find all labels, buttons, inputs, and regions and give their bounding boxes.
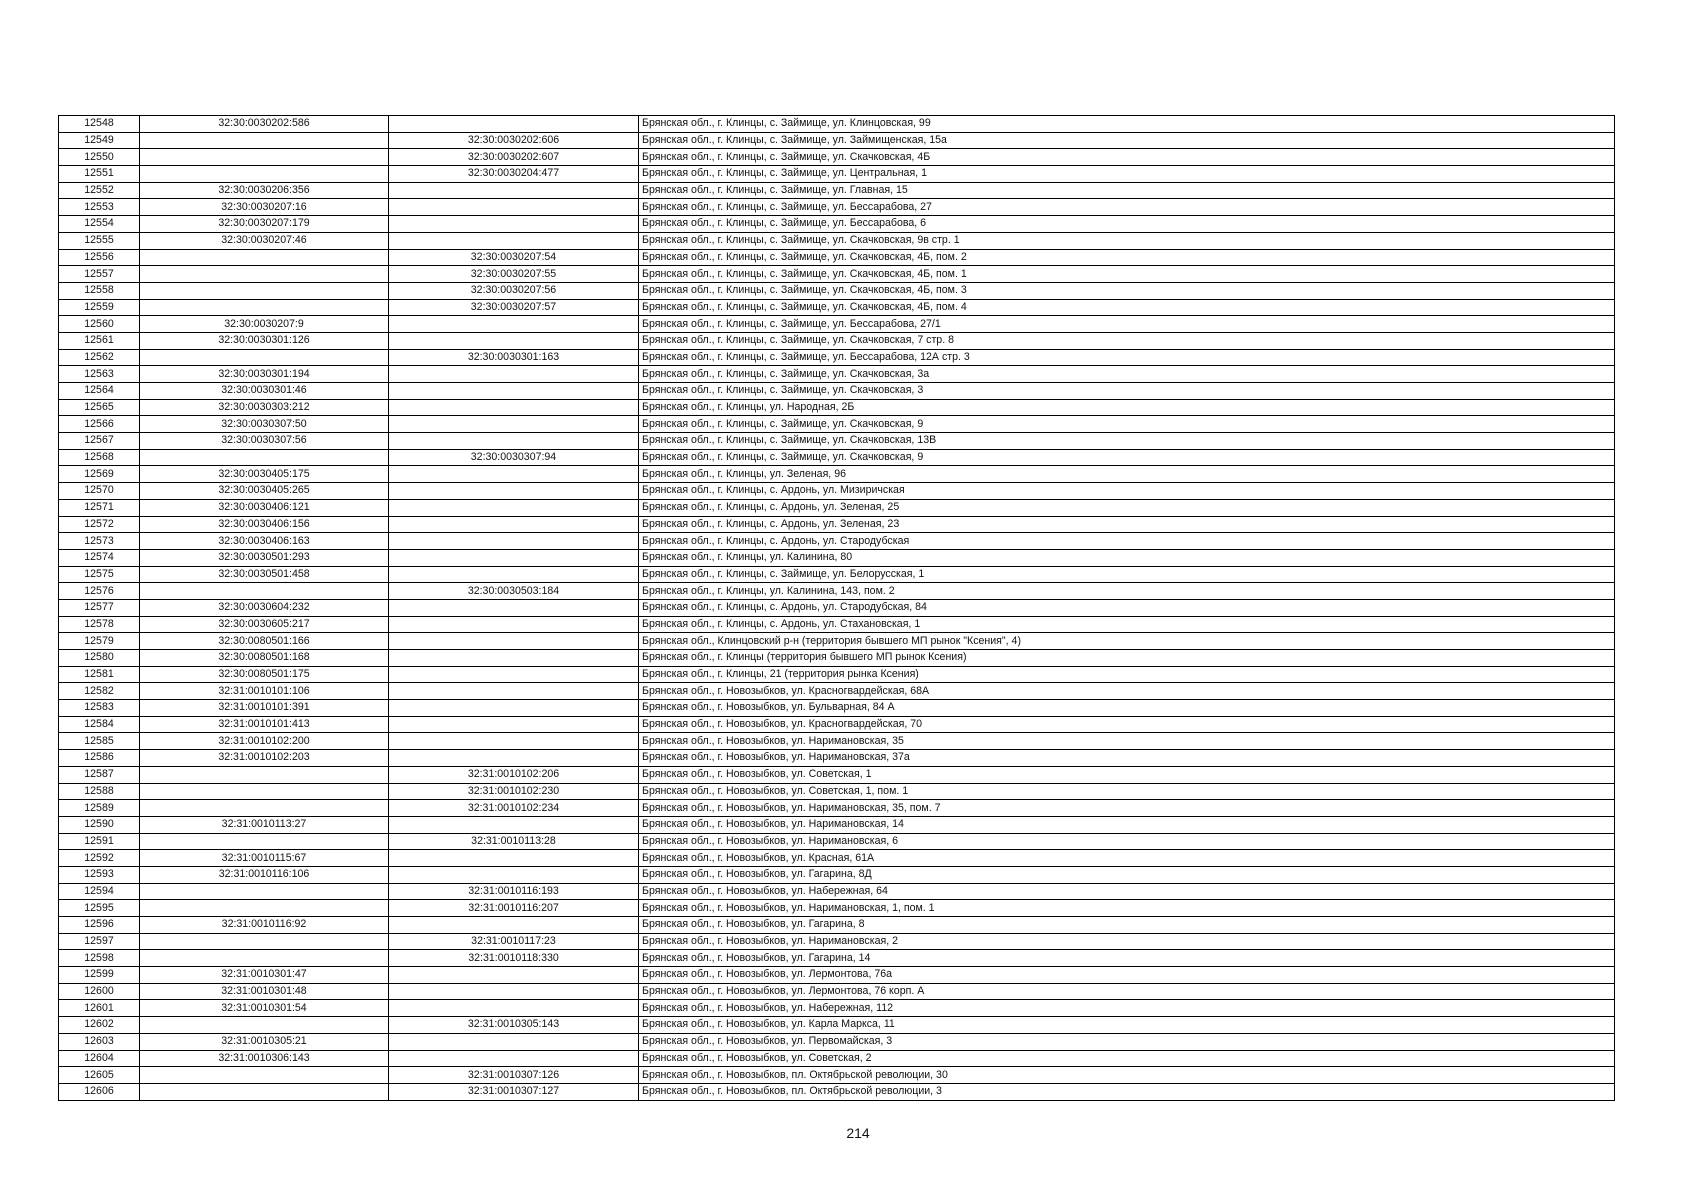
cadastral-number-cell (140, 266, 389, 283)
row-number-cell: 12602 (59, 1017, 140, 1034)
table-row (59, 683, 1615, 700)
cadastral-number-alt-cell: 32:31:0010113:28 (389, 833, 639, 850)
row-number-cell: 12548 (59, 116, 140, 133)
cadastral-number-cell: 32:30:0080501:168 (140, 650, 389, 667)
table-row (59, 182, 1615, 199)
address-cell: Брянская обл., г. Клинцы, 21 (территория рынка Ксения) (639, 666, 1615, 683)
row-number-cell: 12556 (59, 249, 140, 266)
table-row (59, 433, 1615, 450)
cadastral-number-alt-cell (389, 616, 639, 633)
address-cell: Брянская обл., г. Клинцы, с. Займище, ул. Скачковская, 9в стр. 1 (639, 232, 1615, 249)
cadastral-number-cell: 32:31:0010305:21 (140, 1033, 389, 1050)
table-row (59, 366, 1615, 383)
cadastral-number-alt-cell (389, 516, 639, 533)
row-number-cell: 12557 (59, 266, 140, 283)
address-cell: Брянская обл., г. Клинцы, с. Займище, ул. Белорусская, 1 (639, 566, 1615, 583)
table-row (59, 783, 1615, 800)
row-number-cell: 12589 (59, 800, 140, 817)
cadastral-number-alt-cell (389, 1033, 639, 1050)
cadastral-number-alt-cell (389, 917, 639, 934)
address-cell: Брянская обл., г. Новозыбков, ул. Советская, 1, пом. 1 (639, 783, 1615, 800)
cadastral-number-cell: 32:31:0010101:391 (140, 700, 389, 717)
table-row (59, 483, 1615, 500)
cadastral-number-alt-cell: 32:30:0030301:163 (389, 349, 639, 366)
cadastral-number-alt-cell: 32:31:0010116:193 (389, 883, 639, 900)
table-row (59, 449, 1615, 466)
table-row (59, 566, 1615, 583)
cadastral-number-alt-cell (389, 566, 639, 583)
address-cell: Брянская обл., г. Клинцы, с. Займище, ул. Центральная, 1 (639, 166, 1615, 183)
table-row (59, 299, 1615, 316)
address-cell: Брянская обл., г. Новозыбков, ул. Набережная, 64 (639, 883, 1615, 900)
row-number-cell: 12563 (59, 366, 140, 383)
table-row (59, 149, 1615, 166)
cadastral-number-alt-cell: 32:31:0010102:206 (389, 766, 639, 783)
address-cell: Брянская обл., г. Клинцы, с. Займище, ул. Клинцовская, 99 (639, 116, 1615, 133)
cadastral-number-alt-cell: 32:30:0030202:606 (389, 132, 639, 149)
table-row (59, 1033, 1615, 1050)
cadastral-number-cell: 32:31:0010101:106 (140, 683, 389, 700)
table-row (59, 933, 1615, 950)
address-cell: Брянская обл., г. Клинцы, с. Займище, ул. Скачковская, 9 (639, 449, 1615, 466)
cadastral-number-cell: 32:31:0010301:54 (140, 1000, 389, 1017)
cadastral-number-alt-cell (389, 1050, 639, 1067)
cadastral-number-alt-cell: 32:30:0030204:477 (389, 166, 639, 183)
cadastral-number-cell: 32:31:0010115:67 (140, 850, 389, 867)
cadastral-number-alt-cell (389, 199, 639, 216)
address-cell: Брянская обл., г. Клинцы, с. Займище, ул. Бессарабова, 12А стр. 3 (639, 349, 1615, 366)
cadastral-number-alt-cell (389, 666, 639, 683)
address-cell: Брянская обл., г. Новозыбков, ул. Красная, 61А (639, 850, 1615, 867)
row-number-cell: 12562 (59, 349, 140, 366)
cadastral-number-cell (140, 1067, 389, 1084)
row-number-cell: 12583 (59, 700, 140, 717)
row-number-cell: 12564 (59, 383, 140, 400)
table-row (59, 716, 1615, 733)
row-number-cell: 12592 (59, 850, 140, 867)
table-row (59, 132, 1615, 149)
address-cell: Брянская обл., г. Новозыбков, ул. Карла Маркса, 11 (639, 1017, 1615, 1034)
cadastral-number-alt-cell (389, 716, 639, 733)
cadastral-number-alt-cell: 32:31:0010102:230 (389, 783, 639, 800)
cadastral-number-alt-cell (389, 533, 639, 550)
cadastral-number-cell: 32:30:0030207:16 (140, 199, 389, 216)
cadastral-number-cell: 32:30:0030406:163 (140, 533, 389, 550)
cadastral-number-cell: 32:30:0030405:175 (140, 466, 389, 483)
row-number-cell: 12601 (59, 1000, 140, 1017)
address-cell: Брянская обл., г. Клинцы, с. Займище, ул. Бессарабова, 6 (639, 216, 1615, 233)
row-number-cell: 12593 (59, 866, 140, 883)
row-number-cell: 12596 (59, 917, 140, 934)
address-cell: Брянская обл., г. Новозыбков, ул. Наримановская, 35, пом. 7 (639, 800, 1615, 817)
row-number-cell: 12590 (59, 816, 140, 833)
address-cell: Брянская обл., г. Клинцы, с. Займище, ул. Бессарабова, 27 (639, 199, 1615, 216)
cadastral-number-alt-cell (389, 1000, 639, 1017)
cadastral-number-cell: 32:31:0010113:27 (140, 816, 389, 833)
address-cell: Брянская обл., г. Новозыбков, ул. Наримановская, 6 (639, 833, 1615, 850)
address-cell: Брянская обл., г. Клинцы, с. Ардонь, ул. Зеленая, 23 (639, 516, 1615, 533)
table-body (59, 116, 1615, 1101)
cadastral-number-cell (140, 800, 389, 817)
cadastral-number-alt-cell (389, 866, 639, 883)
address-cell: Брянская обл., г. Новозыбков, ул. Красногвардейская, 68А (639, 683, 1615, 700)
table-row (59, 967, 1615, 984)
address-cell: Брянская обл., г. Новозыбков, ул. Наримановская, 35 (639, 733, 1615, 750)
cadastral-number-alt-cell (389, 316, 639, 333)
address-cell: Брянская обл., г. Клинцы, ул. Калинина, 143, пом. 2 (639, 583, 1615, 600)
cadastral-number-alt-cell (389, 416, 639, 433)
row-number-cell: 12577 (59, 599, 140, 616)
row-number-cell: 12585 (59, 733, 140, 750)
row-number-cell: 12550 (59, 149, 140, 166)
address-cell: Брянская обл., г. Клинцы, с. Займище, ул. Займищенская, 15а (639, 132, 1615, 149)
cadastral-number-alt-cell (389, 332, 639, 349)
cadastral-number-alt-cell: 32:30:0030207:55 (389, 266, 639, 283)
row-number-cell: 12559 (59, 299, 140, 316)
address-cell: Брянская обл., г. Новозыбков, ул. Наримановская, 2 (639, 933, 1615, 950)
address-cell: Брянская обл., г. Клинцы, с. Займище, ул. Скачковская, 13В (639, 433, 1615, 450)
table-row (59, 983, 1615, 1000)
row-number-cell: 12581 (59, 666, 140, 683)
address-cell: Брянская обл., г. Клинцы, с. Ардонь, ул. Стародубская (639, 533, 1615, 550)
row-number-cell: 12561 (59, 332, 140, 349)
row-number-cell: 12569 (59, 466, 140, 483)
table-row (59, 199, 1615, 216)
row-number-cell: 12576 (59, 583, 140, 600)
row-number-cell: 12587 (59, 766, 140, 783)
row-number-cell: 12553 (59, 199, 140, 216)
row-number-cell: 12566 (59, 416, 140, 433)
table-row (59, 1017, 1615, 1034)
cadastral-number-cell (140, 783, 389, 800)
address-cell: Брянская обл., г. Клинцы, с. Займище, ул. Скачковская, 4Б (639, 149, 1615, 166)
row-number-cell: 12573 (59, 533, 140, 550)
table-row (59, 950, 1615, 967)
table-row (59, 599, 1615, 616)
row-number-cell: 12594 (59, 883, 140, 900)
cadastral-number-cell: 32:31:0010101:413 (140, 716, 389, 733)
table-row (59, 266, 1615, 283)
table-row (59, 216, 1615, 233)
row-number-cell: 12598 (59, 950, 140, 967)
table-row (59, 766, 1615, 783)
address-cell: Брянская обл., г. Клинцы, с. Займище, ул. Скачковская, 4Б, пом. 3 (639, 282, 1615, 299)
cadastral-number-cell (140, 1017, 389, 1034)
cadastral-number-cell: 32:30:0030207:9 (140, 316, 389, 333)
table-row (59, 866, 1615, 883)
address-cell: Брянская обл., г. Новозыбков, ул. Гагарина, 14 (639, 950, 1615, 967)
cadastral-number-cell: 32:31:0010301:47 (140, 967, 389, 984)
cadastral-number-alt-cell: 32:31:0010102:234 (389, 800, 639, 817)
row-number-cell: 12597 (59, 933, 140, 950)
cadastral-number-cell: 32:31:0010102:200 (140, 733, 389, 750)
table-row (59, 583, 1615, 600)
row-number-cell: 12568 (59, 449, 140, 466)
address-cell: Брянская обл., г. Клинцы, с. Займище, ул. Скачковская, 7 стр. 8 (639, 332, 1615, 349)
cadastral-number-alt-cell (389, 633, 639, 650)
table-row (59, 316, 1615, 333)
row-number-cell: 12579 (59, 633, 140, 650)
table-row (59, 1083, 1615, 1100)
row-number-cell: 12578 (59, 616, 140, 633)
row-number-cell: 12604 (59, 1050, 140, 1067)
cadastral-number-alt-cell: 32:31:0010117:23 (389, 933, 639, 950)
cadastral-number-cell: 32:30:0030301:194 (140, 366, 389, 383)
cadastral-number-cell (140, 900, 389, 917)
cadastral-number-alt-cell: 32:31:0010307:127 (389, 1083, 639, 1100)
row-number-cell: 12555 (59, 232, 140, 249)
cadastral-number-cell: 32:30:0030605:217 (140, 616, 389, 633)
table-row (59, 800, 1615, 817)
cadastral-number-cell: 32:30:0030206:356 (140, 182, 389, 199)
cadastral-number-alt-cell (389, 399, 639, 416)
table-row (59, 416, 1615, 433)
property-table (58, 115, 1615, 1101)
page-number: 214 (846, 1125, 870, 1141)
table-row (59, 750, 1615, 767)
table-row (59, 816, 1615, 833)
cadastral-number-alt-cell: 32:30:0030503:184 (389, 583, 639, 600)
cadastral-number-alt-cell (389, 116, 639, 133)
table-row (59, 1050, 1615, 1067)
cadastral-number-cell: 32:30:0030307:56 (140, 433, 389, 450)
cadastral-number-cell: 32:30:0030301:46 (140, 383, 389, 400)
address-cell: Брянская обл., г. Клинцы, с. Ардонь, ул. Стахановская, 1 (639, 616, 1615, 633)
address-cell: Брянская обл., г. Новозыбков, ул. Лермонтова, 76 корп. А (639, 983, 1615, 1000)
cadastral-number-alt-cell (389, 466, 639, 483)
cadastral-number-alt-cell (389, 599, 639, 616)
cadastral-number-cell: 32:30:0030202:586 (140, 116, 389, 133)
table-row (59, 1000, 1615, 1017)
cadastral-number-cell: 32:30:0030303:212 (140, 399, 389, 416)
cadastral-number-cell: 32:30:0030501:458 (140, 566, 389, 583)
cadastral-number-cell (140, 282, 389, 299)
address-cell: Брянская обл., г. Клинцы, с. Займище, ул. Скачковская, 3 (639, 383, 1615, 400)
table-row (59, 700, 1615, 717)
cadastral-number-cell (140, 449, 389, 466)
cadastral-number-alt-cell (389, 683, 639, 700)
table-row (59, 533, 1615, 550)
row-number-cell: 12565 (59, 399, 140, 416)
row-number-cell: 12606 (59, 1083, 140, 1100)
row-number-cell: 12575 (59, 566, 140, 583)
row-number-cell: 12582 (59, 683, 140, 700)
row-number-cell: 12580 (59, 650, 140, 667)
address-cell: Брянская обл., г. Новозыбков, ул. Наримановская, 1, пом. 1 (639, 900, 1615, 917)
address-cell: Брянская обл., г. Новозыбков, ул. Набережная, 112 (639, 1000, 1615, 1017)
cadastral-number-cell (140, 766, 389, 783)
cadastral-number-alt-cell (389, 232, 639, 249)
table-row (59, 349, 1615, 366)
address-cell: Брянская обл., г. Клинцы, с. Ардонь, ул. Стародубская, 84 (639, 599, 1615, 616)
address-cell: Брянская обл., г. Новозыбков, ул. Бульварная, 84 А (639, 700, 1615, 717)
cadastral-number-cell (140, 950, 389, 967)
row-number-cell: 12554 (59, 216, 140, 233)
address-cell: Брянская обл., г. Клинцы, с. Займище, ул. Скачковская, 9 (639, 416, 1615, 433)
row-number-cell: 12591 (59, 833, 140, 850)
address-cell: Брянская обл., г. Клинцы, ул. Народная, 2Б (639, 399, 1615, 416)
cadastral-number-cell: 32:31:0010301:48 (140, 983, 389, 1000)
table-row (59, 282, 1615, 299)
address-cell: Брянская обл., г. Клинцы, с. Ардонь, ул. Мизиричская (639, 483, 1615, 500)
table-row (59, 499, 1615, 516)
row-number-cell: 12560 (59, 316, 140, 333)
address-cell: Брянская обл., г. Новозыбков, ул. Советская, 2 (639, 1050, 1615, 1067)
cadastral-number-alt-cell (389, 983, 639, 1000)
row-number-cell: 12599 (59, 967, 140, 984)
cadastral-number-cell: 32:31:0010102:203 (140, 750, 389, 767)
cadastral-number-alt-cell: 32:31:0010116:207 (389, 900, 639, 917)
row-number-cell: 12552 (59, 182, 140, 199)
cadastral-number-cell (140, 132, 389, 149)
table-row (59, 917, 1615, 934)
cadastral-number-cell (140, 883, 389, 900)
row-number-cell: 12551 (59, 166, 140, 183)
cadastral-number-cell: 32:31:0010306:143 (140, 1050, 389, 1067)
cadastral-number-cell: 32:31:0010116:106 (140, 866, 389, 883)
address-cell: Брянская обл., г. Новозыбков, ул. Красногвардейская, 70 (639, 716, 1615, 733)
cadastral-number-alt-cell (389, 850, 639, 867)
cadastral-number-alt-cell (389, 700, 639, 717)
cadastral-number-cell: 32:30:0030405:265 (140, 483, 389, 500)
cadastral-number-alt-cell (389, 366, 639, 383)
cadastral-number-cell: 32:30:0030501:293 (140, 549, 389, 566)
address-cell: Брянская обл., г. Новозыбков, ул. Наримановская, 37а (639, 750, 1615, 767)
row-number-cell: 12588 (59, 783, 140, 800)
cadastral-number-cell: 32:30:0030207:179 (140, 216, 389, 233)
table-row (59, 249, 1615, 266)
cadastral-number-alt-cell (389, 650, 639, 667)
row-number-cell: 12600 (59, 983, 140, 1000)
row-number-cell: 12603 (59, 1033, 140, 1050)
address-cell: Брянская обл., г. Клинцы, с. Займище, ул. Скачковская, 4Б, пом. 1 (639, 266, 1615, 283)
cadastral-number-alt-cell (389, 182, 639, 199)
address-cell: Брянская обл., г. Клинцы, с. Займище, ул. Скачковская, 4Б, пом. 2 (639, 249, 1615, 266)
address-cell: Брянская обл., г. Новозыбков, пл. Октябрьской революции, 30 (639, 1067, 1615, 1084)
address-cell: Брянская обл., г. Новозыбков, ул. Наримановская, 14 (639, 816, 1615, 833)
cadastral-number-alt-cell (389, 549, 639, 566)
cadastral-number-cell (140, 249, 389, 266)
cadastral-number-alt-cell (389, 733, 639, 750)
row-number-cell: 12558 (59, 282, 140, 299)
table-row (59, 616, 1615, 633)
address-cell: Брянская обл., г. Новозыбков, ул. Лермонтова, 76а (639, 967, 1615, 984)
table-row (59, 516, 1615, 533)
row-number-cell: 12571 (59, 499, 140, 516)
row-number-cell: 12605 (59, 1067, 140, 1084)
cadastral-number-alt-cell: 32:30:0030207:54 (389, 249, 639, 266)
table-row (59, 116, 1615, 133)
address-cell: Брянская обл., г. Клинцы, ул. Зеленая, 96 (639, 466, 1615, 483)
cadastral-number-cell: 32:30:0030604:232 (140, 599, 389, 616)
table-row (59, 833, 1615, 850)
table-row (59, 332, 1615, 349)
table-row (59, 883, 1615, 900)
cadastral-number-cell (140, 583, 389, 600)
row-number-cell: 12574 (59, 549, 140, 566)
cadastral-number-cell (140, 933, 389, 950)
table-row (59, 850, 1615, 867)
cadastral-number-alt-cell (389, 433, 639, 450)
cadastral-number-cell: 32:30:0030301:126 (140, 332, 389, 349)
address-cell: Брянская обл., г. Новозыбков, ул. Советская, 1 (639, 766, 1615, 783)
cadastral-number-alt-cell (389, 750, 639, 767)
cadastral-number-cell: 32:31:0010116:92 (140, 917, 389, 934)
cadastral-number-alt-cell: 32:30:0030307:94 (389, 449, 639, 466)
cadastral-number-cell: 32:30:0030307:50 (140, 416, 389, 433)
cadastral-number-alt-cell (389, 967, 639, 984)
table-row (59, 232, 1615, 249)
cadastral-number-alt-cell (389, 483, 639, 500)
table-row (59, 383, 1615, 400)
row-number-cell: 12549 (59, 132, 140, 149)
cadastral-number-alt-cell (389, 816, 639, 833)
cadastral-number-cell (140, 299, 389, 316)
table-row (59, 633, 1615, 650)
cadastral-number-cell (140, 1083, 389, 1100)
cadastral-number-cell: 32:30:0030406:121 (140, 499, 389, 516)
table-row (59, 666, 1615, 683)
row-number-cell: 12584 (59, 716, 140, 733)
table-row (59, 466, 1615, 483)
cadastral-number-cell (140, 349, 389, 366)
address-cell: Брянская обл., г. Клинцы, с. Займище, ул. Главная, 15 (639, 182, 1615, 199)
address-cell: Брянская обл., г. Клинцы, с. Ардонь, ул. Зеленая, 25 (639, 499, 1615, 516)
table-row (59, 650, 1615, 667)
address-cell: Брянская обл., г. Клинцы, с. Займище, ул. Скачковская, 3а (639, 366, 1615, 383)
table-row (59, 399, 1615, 416)
address-cell: Брянская обл., г. Клинцы, с. Займище, ул. Бессарабова, 27/1 (639, 316, 1615, 333)
cadastral-number-alt-cell (389, 216, 639, 233)
cadastral-number-cell: 32:30:0080501:166 (140, 633, 389, 650)
address-cell: Брянская обл., Клинцовский р-н (территория бывшего МП рынок "Ксения", 4) (639, 633, 1615, 650)
cadastral-number-alt-cell: 32:31:0010307:126 (389, 1067, 639, 1084)
address-cell: Брянская обл., г. Клинцы (территория бывшего МП рынок Ксения) (639, 650, 1615, 667)
cadastral-number-alt-cell: 32:30:0030202:607 (389, 149, 639, 166)
cadastral-number-alt-cell: 32:31:0010118:330 (389, 950, 639, 967)
address-cell: Брянская обл., г. Новозыбков, пл. Октябрьской революции, 3 (639, 1083, 1615, 1100)
row-number-cell: 12586 (59, 750, 140, 767)
table-row (59, 900, 1615, 917)
cadastral-number-alt-cell: 32:30:0030207:56 (389, 282, 639, 299)
address-cell: Брянская обл., г. Клинцы, ул. Калинина, 80 (639, 549, 1615, 566)
cadastral-number-cell: 32:30:0030207:46 (140, 232, 389, 249)
cadastral-number-alt-cell: 32:31:0010305:143 (389, 1017, 639, 1034)
table-row (59, 166, 1615, 183)
table-row (59, 733, 1615, 750)
cadastral-number-cell (140, 166, 389, 183)
address-cell: Брянская обл., г. Новозыбков, ул. Гагарина, 8 (639, 917, 1615, 934)
cadastral-number-cell: 32:30:0030406:156 (140, 516, 389, 533)
cadastral-number-cell (140, 149, 389, 166)
address-cell: Брянская обл., г. Новозыбков, ул. Первомайская, 3 (639, 1033, 1615, 1050)
row-number-cell: 12570 (59, 483, 140, 500)
row-number-cell: 12572 (59, 516, 140, 533)
cadastral-number-cell (140, 833, 389, 850)
address-cell: Брянская обл., г. Клинцы, с. Займище, ул. Скачковская, 4Б, пом. 4 (639, 299, 1615, 316)
row-number-cell: 12567 (59, 433, 140, 450)
cadastral-number-alt-cell (389, 499, 639, 516)
cadastral-number-alt-cell: 32:30:0030207:57 (389, 299, 639, 316)
row-number-cell: 12595 (59, 900, 140, 917)
cadastral-number-cell: 32:30:0080501:175 (140, 666, 389, 683)
cadastral-number-alt-cell (389, 383, 639, 400)
table-row (59, 549, 1615, 566)
table-row (59, 1067, 1615, 1084)
address-cell: Брянская обл., г. Новозыбков, ул. Гагарина, 8Д (639, 866, 1615, 883)
